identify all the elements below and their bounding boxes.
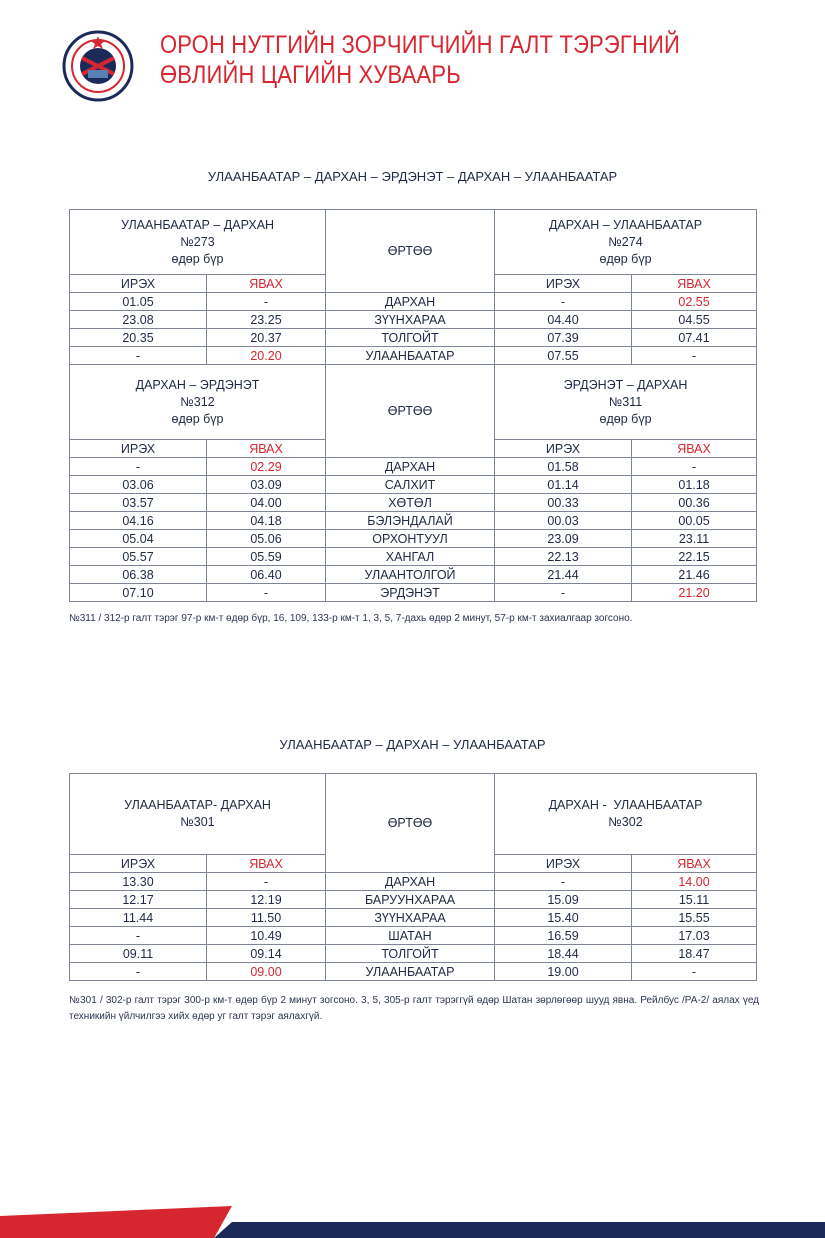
station-cell: УЛААНТОЛГОЙ (326, 566, 495, 584)
time-cell: 04.40 (495, 311, 632, 329)
train-header-text: №273 (180, 234, 215, 249)
time-cell: 02.55 (632, 293, 757, 311)
table-row (70, 891, 757, 909)
time-cell: 05.04 (70, 530, 207, 548)
station-column-header: ӨРТӨӨ (326, 774, 495, 873)
station-cell: УЛААНБААТАР (326, 963, 495, 981)
time-cell: 01.05 (70, 293, 207, 311)
col-depart: ЯВАХ (207, 440, 326, 458)
time-cell: - (70, 927, 207, 945)
train-header-text: №312 (180, 394, 215, 409)
time-cell: 22.13 (495, 548, 632, 566)
table-row (70, 458, 757, 476)
time-cell: - (495, 584, 632, 602)
train-header-text: ДАРХАН – ЭРДЭНЭТ (135, 377, 260, 392)
station-cell: ДАРХАН (326, 458, 495, 476)
time-cell: 16.59 (495, 927, 632, 945)
schedule-table-ub-darkhan (69, 773, 757, 981)
time-cell: 23.09 (495, 530, 632, 548)
table-row (70, 909, 757, 927)
time-cell: 10.49 (207, 927, 326, 945)
train-header-text: ДАРХАН - УЛААНБААТАР (548, 798, 703, 812)
table-row (70, 584, 757, 602)
time-cell: 18.44 (495, 945, 632, 963)
train-header-text: №302 (608, 815, 643, 829)
table-row (70, 873, 757, 891)
station-cell: ТОЛГОЙТ (326, 945, 495, 963)
table-row (70, 347, 757, 365)
time-cell: 12.17 (70, 891, 207, 909)
time-cell: 15.11 (632, 891, 757, 909)
time-cell: 09.14 (207, 945, 326, 963)
col-arrive: ИРЭХ (495, 855, 632, 873)
time-cell: 07.39 (495, 329, 632, 347)
time-cell: 21.46 (632, 566, 757, 584)
train-header-text: өдөр бүр (599, 251, 652, 266)
time-cell: 04.55 (632, 311, 757, 329)
station-cell: БАРУУНХАРАА (326, 891, 495, 909)
time-cell: 20.37 (207, 329, 326, 347)
col-depart: ЯВАХ (632, 275, 757, 293)
station-column-header: ӨРТӨӨ (326, 365, 495, 458)
table-row (70, 311, 757, 329)
table-row (70, 548, 757, 566)
table-row (70, 494, 757, 512)
station-cell: ХӨТӨЛ (326, 494, 495, 512)
col-depart: ЯВАХ (207, 275, 326, 293)
table-row (70, 963, 757, 981)
time-cell: 00.03 (495, 512, 632, 530)
section1-note: №311 / 312-р галт тэрэг 97-р км-т өдөр бүр, 16, 109, 133-р км-т 1, 3, 5, 7-дахь өдөр 2 минут, 57-р км-т захиалгаар зогсоно. (69, 613, 633, 624)
station-cell: САЛХИТ (326, 476, 495, 494)
time-cell: - (70, 458, 207, 476)
time-cell: 03.06 (70, 476, 207, 494)
footer-stripe (0, 1206, 825, 1238)
train-header-text: өдөр бүр (171, 251, 224, 266)
col-arrive: ИРЭХ (495, 275, 632, 293)
time-cell: 18.47 (632, 945, 757, 963)
time-cell: 01.18 (632, 476, 757, 494)
time-cell: - (207, 293, 326, 311)
train-311-header (495, 365, 757, 440)
time-cell: - (70, 963, 207, 981)
table-row (70, 530, 757, 548)
train-header-text: №301 (180, 815, 215, 829)
station-cell: ЗҮҮНХАРАА (326, 311, 495, 329)
time-cell: 09.00 (207, 963, 326, 981)
time-cell: 01.14 (495, 476, 632, 494)
time-cell: 04.18 (207, 512, 326, 530)
time-cell: - (632, 458, 757, 476)
station-column-header: ӨРТӨӨ (326, 210, 495, 293)
section2-title: УЛААНБААТАР – ДАРХАН – УЛААНБААТАР (279, 737, 546, 752)
train-274-header (495, 210, 757, 275)
time-cell: 01.58 (495, 458, 632, 476)
time-cell: 04.00 (207, 494, 326, 512)
time-cell: 11.44 (70, 909, 207, 927)
time-cell: - (70, 347, 207, 365)
train-header-text: №274 (608, 234, 643, 249)
time-cell: - (207, 584, 326, 602)
time-cell: 03.09 (207, 476, 326, 494)
train-header-text: УЛААНБААТАР- ДАРХАН (124, 798, 271, 812)
table-row (70, 476, 757, 494)
station-cell: ДАРХАН (326, 293, 495, 311)
train-312-header (70, 365, 326, 440)
train-header-text: УЛААНБААТАР – ДАРХАН (120, 217, 275, 232)
col-arrive: ИРЭХ (70, 440, 207, 458)
time-cell: 17.03 (632, 927, 757, 945)
time-cell: 19.00 (495, 963, 632, 981)
time-cell: 07.55 (495, 347, 632, 365)
title-line-1: ОРОН НУТГИЙН ЗОРЧИГЧИЙН ГАЛТ ТЭРЭГНИЙ (160, 31, 681, 59)
train-header-text: өдөр бүр (599, 411, 652, 426)
time-cell: 15.40 (495, 909, 632, 927)
time-cell: 12.19 (207, 891, 326, 909)
section2-note: №301 / 302-р галт тэрэг 300-р км-т өдөр бүр 2 минут зогсоно. 3, 5, 305-р галт тэрэггүй өдөр Шатан зөрлөгөөр шууд явна. Рейлбус /РА-2/ аялах үед техникийн үйлчилгээ хийх өдөр уг галт тэрэг аялахгүй. (69, 995, 759, 1022)
col-arrive: ИРЭХ (70, 275, 207, 293)
time-cell: 23.11 (632, 530, 757, 548)
time-cell: 07.41 (632, 329, 757, 347)
time-cell: 06.38 (70, 566, 207, 584)
station-cell: ОРХОНТУУЛ (326, 530, 495, 548)
title-line-2: ӨВЛИЙН ЦАГИЙН ХУВААРЬ (160, 61, 461, 89)
train-273-header (70, 210, 326, 275)
time-cell: 09.11 (70, 945, 207, 963)
col-depart: ЯВАХ (632, 855, 757, 873)
time-cell: 14.00 (632, 873, 757, 891)
schedule-table-darkhan-erdenet (69, 209, 757, 602)
time-cell: 03.57 (70, 494, 207, 512)
time-cell: - (495, 873, 632, 891)
time-cell: 20.35 (70, 329, 207, 347)
time-cell: 00.05 (632, 512, 757, 530)
time-cell: 06.40 (207, 566, 326, 584)
train-header-text: өдөр бүр (171, 411, 224, 426)
page-title (160, 30, 760, 90)
time-cell: - (495, 293, 632, 311)
time-cell: 21.20 (632, 584, 757, 602)
station-cell: УЛААНБААТАР (326, 347, 495, 365)
station-cell: ШАТАН (326, 927, 495, 945)
table-row (70, 566, 757, 584)
station-cell: ТОЛГОЙТ (326, 329, 495, 347)
col-depart: ЯВАХ (207, 855, 326, 873)
time-cell: 00.33 (495, 494, 632, 512)
time-cell: 15.09 (495, 891, 632, 909)
section1-title: УЛААНБААТАР – ДАРХАН – ЭРДЭНЭТ – ДАРХАН – УЛААНБААТАР (207, 169, 618, 184)
time-cell: - (632, 347, 757, 365)
time-cell: 15.55 (632, 909, 757, 927)
time-cell: 22.15 (632, 548, 757, 566)
time-cell: 20.20 (207, 347, 326, 365)
time-cell: 04.16 (70, 512, 207, 530)
time-cell: - (632, 963, 757, 981)
col-arrive: ИРЭХ (70, 855, 207, 873)
time-cell: 05.57 (70, 548, 207, 566)
time-cell: 02.29 (207, 458, 326, 476)
table-row (70, 329, 757, 347)
train-header-text: ДАРХАН – УЛААНБААТАР (548, 217, 703, 232)
time-cell: - (207, 873, 326, 891)
station-cell: ЗҮҮНХАРАА (326, 909, 495, 927)
station-cell: ХАНГАЛ (326, 548, 495, 566)
time-cell: 05.06 (207, 530, 326, 548)
table-row (70, 293, 757, 311)
col-arrive: ИРЭХ (495, 440, 632, 458)
time-cell: 21.44 (495, 566, 632, 584)
time-cell: 07.10 (70, 584, 207, 602)
col-depart: ЯВАХ (632, 440, 757, 458)
table-row (70, 512, 757, 530)
station-cell: БЭЛЭНДАЛАЙ (326, 512, 495, 530)
time-cell: 05.59 (207, 548, 326, 566)
table-row (70, 927, 757, 945)
station-cell: ЭРДЭНЭТ (326, 584, 495, 602)
train-header-text: ЭРДЭНЭТ – ДАРХАН (563, 377, 688, 392)
table-row (70, 945, 757, 963)
station-cell: ДАРХАН (326, 873, 495, 891)
train-301-header (70, 774, 326, 855)
train-header-text: №311 (608, 394, 643, 409)
time-cell: 23.08 (70, 311, 207, 329)
time-cell: 23.25 (207, 311, 326, 329)
train-302-header (495, 774, 757, 855)
railway-logo-icon (62, 30, 134, 102)
time-cell: 11.50 (207, 909, 326, 927)
time-cell: 13.30 (70, 873, 207, 891)
time-cell: 00.36 (632, 494, 757, 512)
